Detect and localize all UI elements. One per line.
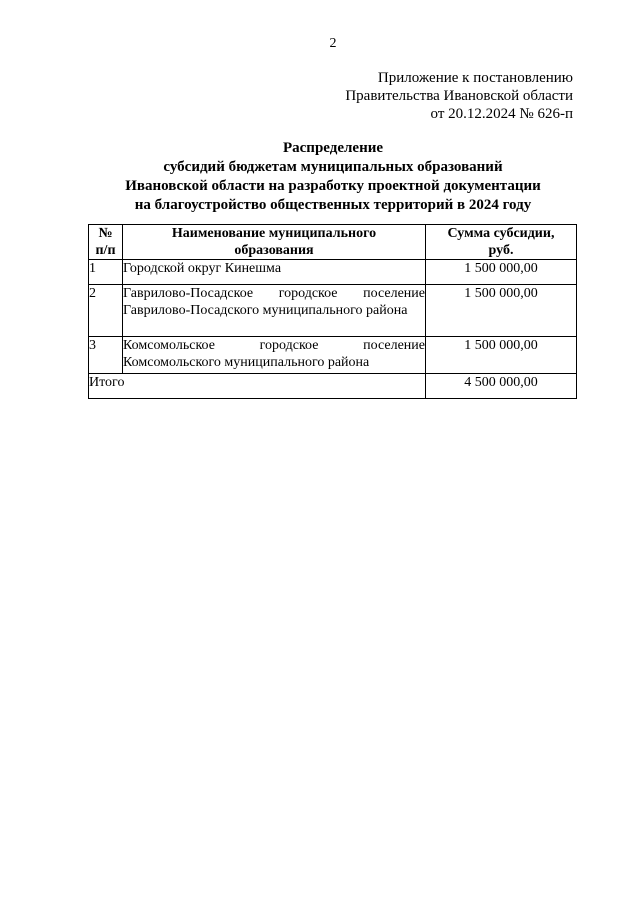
row-name: Гаврилово-Посадское городское поселение Гаврилово-Посадского муниципального района: [123, 285, 426, 337]
title-line-2: субсидий бюджетам муниципальных образований: [163, 159, 503, 175]
total-sum: 4 500 000,00: [426, 374, 577, 399]
header-sum-line-1: Сумма субсидии,: [447, 226, 555, 241]
appendix-line-3: от 20.12.2024 № 626-п: [430, 106, 573, 122]
table-row: [89, 285, 577, 337]
subsidies-table: [88, 224, 577, 399]
total-label: Итого: [89, 374, 426, 399]
appendix-line-2: Правительства Ивановской области: [345, 88, 573, 104]
title-line-4: на благоустройство общественных территорий в 2024 году: [134, 197, 532, 213]
row-sum: 1 500 000,00: [426, 285, 577, 337]
header-name-line-1: Наименование муниципального: [171, 226, 377, 241]
row-sum: 1 500 000,00: [426, 337, 577, 374]
row-number: 3: [89, 337, 123, 374]
table-total-row: [89, 374, 577, 399]
row-number: 2: [89, 285, 123, 337]
document-title: [0, 139, 640, 215]
appendix-reference: [345, 69, 573, 123]
header-name: [123, 225, 426, 260]
header-sum-line-2: руб.: [488, 243, 514, 258]
table-row: [89, 337, 577, 374]
row-name: Комсомольское городское поселение Комсомольского муниципального района: [123, 337, 426, 374]
header-number-line-2: п/п: [95, 243, 116, 258]
header-name-line-2: образования: [234, 243, 314, 258]
title-line-1: Распределение: [282, 140, 384, 156]
row-name: Городской округ Кинешма: [123, 260, 426, 285]
page-number: 2: [329, 36, 337, 51]
header-number: [89, 225, 123, 260]
row-sum: 1 500 000,00: [426, 260, 577, 285]
title-line-3: Ивановской области на разработку проектной документации: [125, 178, 541, 194]
appendix-line-1: Приложение к постановлению: [377, 70, 573, 86]
row-number: 1: [89, 260, 123, 285]
table-header-row: [89, 225, 577, 260]
header-sum: [426, 225, 577, 260]
table-row: [89, 260, 577, 285]
header-number-line-1: №: [98, 226, 113, 241]
